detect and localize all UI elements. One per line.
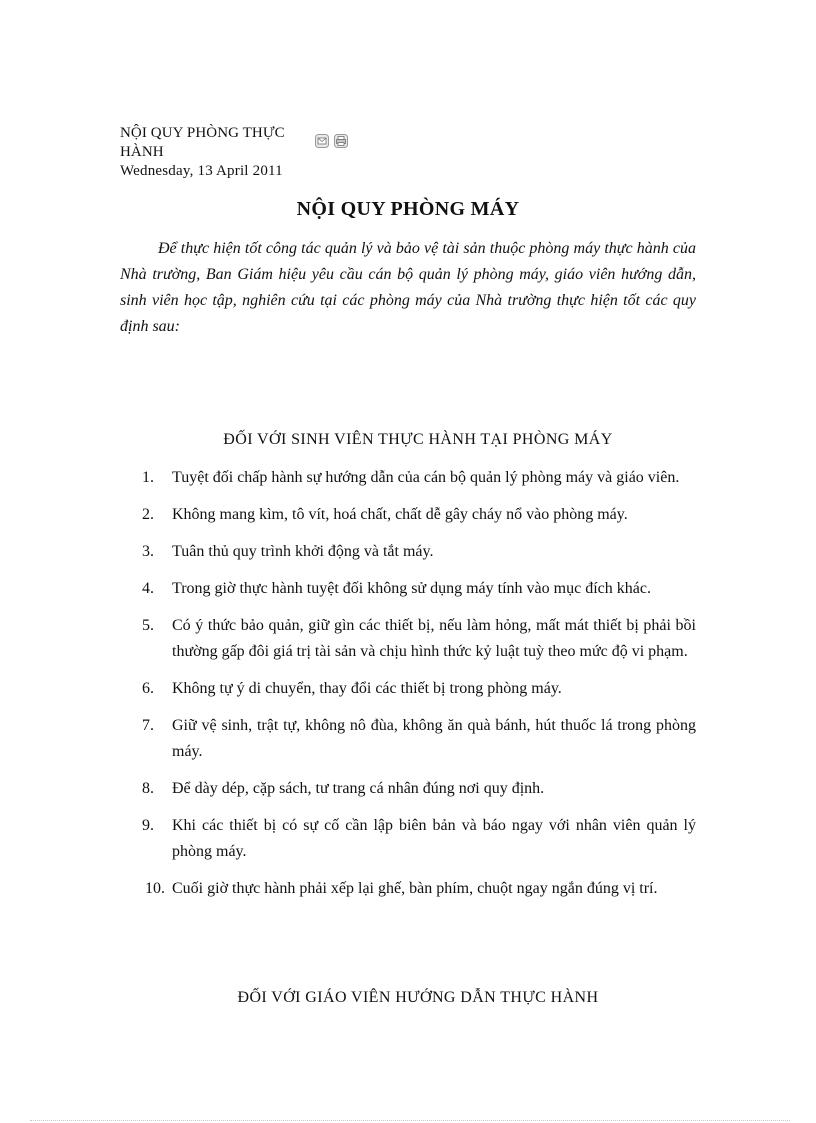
list-item: [120, 576, 696, 602]
rule-text: Cuối giờ thực hành phải xếp lại ghế, bàn phím, chuột ngay ngắn đúng vị trí.: [172, 880, 658, 897]
rule-number: 4.: [142, 580, 154, 597]
rule-text: Trong giờ thực hành tuyệt đối không sử dụng máy tính vào mục đích khác.: [172, 580, 651, 597]
rule-text: Để dày dép, cặp sách, tư trang cá nhân đúng nơi quy định.: [172, 780, 545, 797]
rule-number: 9.: [142, 817, 154, 834]
rule-text: Không mang kìm, tô vít, hoá chất, chất dễ gây cháy nổ vào phòng máy.: [172, 506, 628, 523]
rule-text: Không tự ý di chuyển, thay đổi các thiết bị trong phòng máy.: [172, 680, 562, 697]
list-item: [120, 776, 696, 802]
list-item: [120, 876, 696, 902]
list-item: [120, 539, 696, 565]
rule-number: 10.: [145, 880, 165, 897]
rule-text: Khi các thiết bị có sự cố cần lập biên bản và báo ngay với nhân viên quản lý phòng máy.: [172, 817, 696, 860]
page-divider: [30, 1120, 790, 1121]
rule-number: 3.: [142, 543, 154, 560]
post-icons: [314, 133, 349, 149]
list-item: [120, 613, 696, 665]
post-title[interactable]: NỘI QUY PHÒNG THỰC HÀNH: [120, 125, 285, 160]
rule-number: 5.: [142, 617, 154, 634]
list-item: [120, 676, 696, 702]
rule-number: 6.: [142, 680, 154, 697]
document-title: NỘI QUY PHÒNG MÁY: [296, 198, 520, 220]
section-heading-students: ĐỐI VỚI SINH VIÊN THỰC HÀNH TẠI PHÒNG MÁY: [223, 431, 613, 448]
list-item: [120, 813, 696, 865]
post-header: [120, 124, 380, 181]
rule-text: Giữ vệ sinh, trật tự, không nô đùa, không ăn quà bánh, hút thuốc lá trong phòng máy.: [172, 717, 696, 760]
list-item: [120, 502, 696, 528]
email-icon[interactable]: [314, 133, 330, 149]
rule-text: Tuân thủ quy trình khởi động và tắt máy.: [172, 543, 434, 560]
list-item: [120, 465, 696, 491]
rule-number: 7.: [142, 717, 154, 734]
rule-number: 8.: [142, 780, 154, 797]
rules-list: [120, 465, 696, 913]
rule-number: 1.: [142, 469, 154, 486]
section-heading-teachers: ĐỐI VỚI GIÁO VIÊN HƯỚNG DẪN THỰC HÀNH: [237, 989, 599, 1006]
rule-number: 2.: [142, 506, 154, 523]
rule-text: Có ý thức bảo quản, giữ gìn các thiết bị, nếu làm hỏng, mất mát thiết bị phải bồi thường gấp đôi giá trị tài sản và chịu hình thức kỷ luật tuỳ theo mức độ vi phạm.: [172, 617, 696, 660]
intro-paragraph: Để thực hiện tốt công tác quản lý và bảo vệ tài sản thuộc phòng máy thực hành của Nhà trường, Ban Giám hiệu yêu cầu cán bộ quản lý phòng máy, giáo viên hướng dẫn, sinh viên học tập, nghiên cứu tại các phòng máy của Nhà trường thực hiện tốt các quy định sau:: [120, 240, 696, 335]
rule-text: Tuyệt đối chấp hành sự hướng dẫn của cán bộ quản lý phòng máy và giáo viên.: [172, 469, 680, 486]
print-icon[interactable]: [333, 133, 349, 149]
list-item: [120, 713, 696, 765]
post-date: Wednesday, 13 April 2011: [120, 163, 283, 179]
